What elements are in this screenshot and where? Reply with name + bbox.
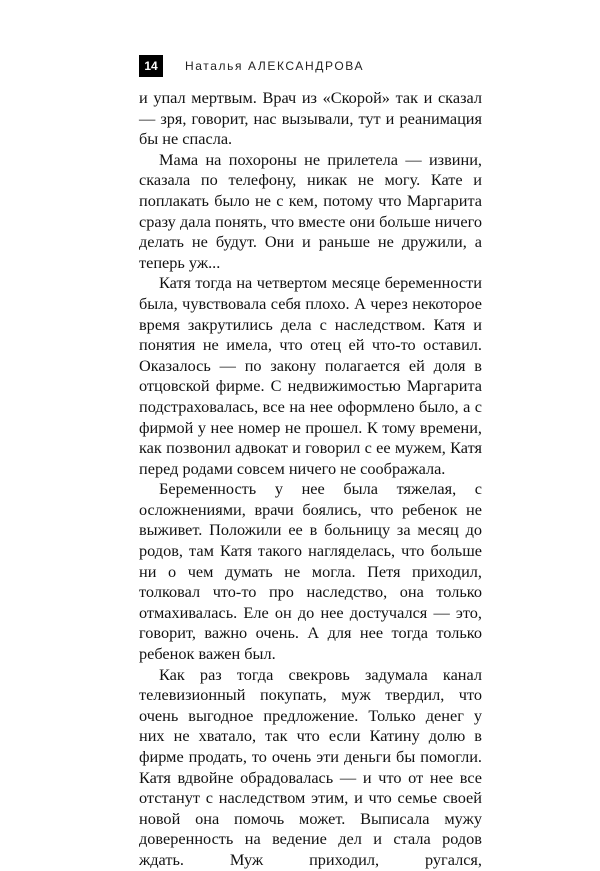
- paragraph: и упал мертвым. Врач из «Скорой» так и сказал — зря, говорит, нас вызывали, тут и реанимация бы не спасла.: [139, 88, 482, 149]
- paragraph: Катя тогда на четвертом месяце беременности была, чувствовала себя плохо. А через некоторое время закрутились дела с наследством. Катя и понятия не имела, что отец ей что-то оставил. Оказалось — по закону полагается ей доля в отцовской фирме. С недвижимостью Маргарита подстраховалась, все на нее оформлено было, а с фирмой у нее номер не прошел. К тому времени, как позвонил адвокат и говорил с ее мужем, Катя перед родами совсем ничего не соображала.: [139, 273, 482, 478]
- running-header: [139, 55, 364, 77]
- running-title: Наталья АЛЕКСАНДРОВА: [185, 59, 365, 73]
- page-number: 14: [139, 55, 163, 77]
- paragraph: Как раз тогда свекровь задумала канал телевизионный покупать, муж твердил, что очень выгодное предложение. Только денег у них не хватало, так что если Катину долю в фирме продать, то очень эти деньги бы помогли. Катя вдвойне обрадовалась — и что от нее все отстанут с наследством этим, и что семье своей новой она помочь может. Выписала мужу доверенность на ведение дел и стала родов ждать. Муж приходил, ругался,: [139, 664, 482, 869]
- body-text: [139, 88, 482, 871]
- paragraph: Беременность у нее была тяжелая, с осложнениями, врачи боялись, что ребенок не выживет. Положили ее в больницу за месяц до родов, там Катя такого нагляделась, что больше ни о чем думать не могла. Петя приходил, толковал что-то про наследство, она только отмахивалась. Еле он до нее достучался — это, говорит, важно очень. А для нее тогда только ребенок важен был.: [139, 479, 482, 664]
- paragraph: Мама на похороны не прилетела — извини, сказала по телефону, никак не могу. Кате и поплакать было не с кем, потому что Маргарита сразу дала понять, что вместе они больше ничего делать не будут. Они и раньше не дружили, а теперь уж...: [139, 149, 482, 272]
